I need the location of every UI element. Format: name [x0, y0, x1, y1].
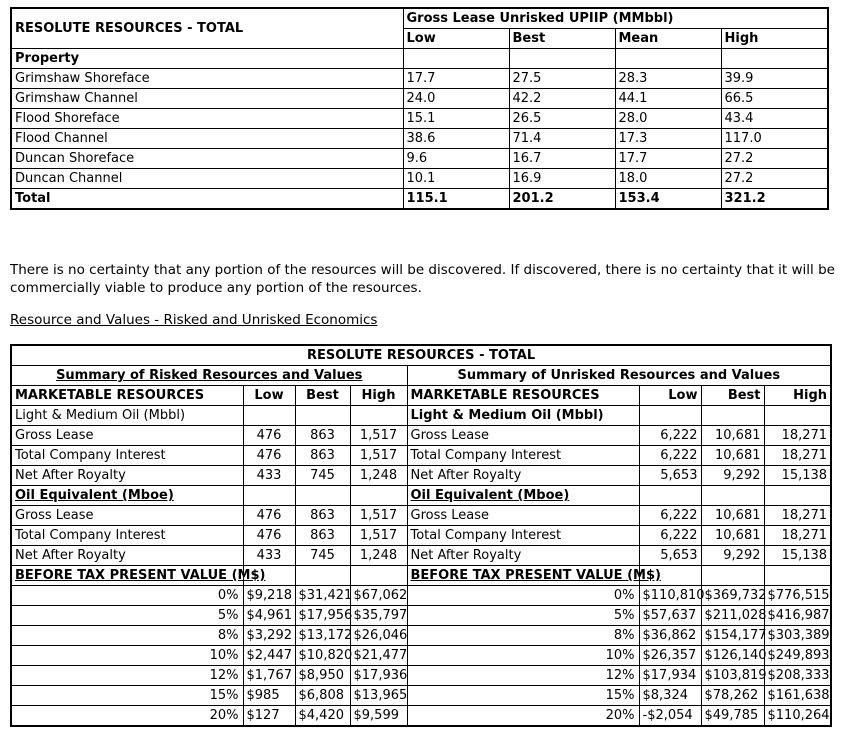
value-high: 18,271 [764, 446, 831, 466]
unrisked-boe-section-label [407, 486, 639, 506]
value-low: 476 [243, 446, 295, 466]
risked-col-best: Best [295, 386, 350, 406]
btpv-row [11, 706, 831, 727]
property-name: Grimshaw Shoreface [11, 69, 403, 89]
btpv-row [11, 586, 831, 606]
value-low: 9.6 [403, 149, 509, 169]
value-high: $21,477 [350, 646, 407, 666]
value-high: $35,797 [350, 606, 407, 626]
value-mean: 18.0 [615, 169, 721, 189]
value-high: 27.2 [721, 149, 828, 169]
empty-cell [243, 406, 295, 426]
value-best: 10,681 [701, 526, 764, 546]
table-row [11, 69, 828, 89]
value-best: 10,681 [701, 446, 764, 466]
row-label: Total Company Interest [407, 446, 639, 466]
value-mean: 28.3 [615, 69, 721, 89]
upiip-total-row [11, 189, 828, 210]
empty-cell [764, 486, 831, 506]
discount-rate: 20% [407, 706, 639, 727]
value-low: 15.1 [403, 109, 509, 129]
property-name: Flood Channel [11, 129, 403, 149]
btpv-row [11, 666, 831, 686]
table-row [11, 506, 831, 526]
value-best: $31,421 [295, 586, 350, 606]
discount-rate: 12% [11, 666, 243, 686]
value-best: $103,819 [701, 666, 764, 686]
table-row [11, 466, 831, 486]
empty-cell [403, 49, 509, 69]
value-low: 6,222 [639, 506, 701, 526]
property-name: Grimshaw Channel [11, 89, 403, 109]
discount-rate: 8% [11, 626, 243, 646]
empty-cell [509, 49, 615, 69]
value-high: 18,271 [764, 426, 831, 446]
empty-cell [350, 566, 407, 586]
value-high: $249,893 [764, 646, 831, 666]
value-high: 43.4 [721, 109, 828, 129]
value-best: 26.5 [509, 109, 615, 129]
empty-cell [639, 406, 701, 426]
unrisked-col-high: High [764, 386, 831, 406]
empty-cell [764, 566, 831, 586]
value-mean: 17.7 [615, 149, 721, 169]
value-best: $10,820 [295, 646, 350, 666]
discount-rate: 5% [407, 606, 639, 626]
discount-rate: 5% [11, 606, 243, 626]
row-label: Net After Royalty [407, 546, 639, 566]
total-high: 321.2 [721, 189, 828, 210]
value-mean: 44.1 [615, 89, 721, 109]
value-low: 24.0 [403, 89, 509, 109]
value-high: 18,271 [764, 506, 831, 526]
row-label: Net After Royalty [11, 466, 243, 486]
econ-summary-row [11, 366, 831, 386]
value-low: 476 [243, 426, 295, 446]
value-low: 5,653 [639, 546, 701, 566]
value-low: 476 [243, 526, 295, 546]
econ-table-title: RESOLUTE RESOURCES - TOTAL [11, 345, 831, 366]
empty-cell [639, 486, 701, 506]
unrisked-marketable-header: MARKETABLE RESOURCES [407, 386, 639, 406]
value-high: 18,271 [764, 526, 831, 546]
risked-boe-label: Oil Equivalent (Mboe) [15, 488, 174, 503]
row-label: Total Company Interest [11, 446, 243, 466]
discount-rate: 0% [407, 586, 639, 606]
value-best: $369,732 [701, 586, 764, 606]
value-low: 6,222 [639, 426, 701, 446]
unrisked-oil-section-label: Light & Medium Oil (Mbbl) [407, 406, 639, 426]
econ-title-row [11, 345, 831, 366]
value-low: -$2,054 [639, 706, 701, 727]
value-low: 5,653 [639, 466, 701, 486]
value-low: $127 [243, 706, 295, 727]
upiip-col-high: High [721, 29, 828, 49]
value-best: $17,956 [295, 606, 350, 626]
economics-table [10, 344, 832, 727]
table-row [11, 89, 828, 109]
discount-rate: 0% [11, 586, 243, 606]
value-low: $57,637 [639, 606, 701, 626]
value-low: 38.6 [403, 129, 509, 149]
empty-cell [295, 486, 350, 506]
total-best: 201.2 [509, 189, 615, 210]
unrisked-col-best: Best [701, 386, 764, 406]
value-mean: 17.3 [615, 129, 721, 149]
value-best: 42.2 [509, 89, 615, 109]
btpv-row [11, 646, 831, 666]
row-label: Gross Lease [11, 506, 243, 526]
total-mean: 153.4 [615, 189, 721, 210]
value-high: $13,965 [350, 686, 407, 706]
boe-section-row [11, 486, 831, 506]
property-name: Duncan Shoreface [11, 149, 403, 169]
value-best: $78,262 [701, 686, 764, 706]
value-low: $8,324 [639, 686, 701, 706]
value-best: $8,950 [295, 666, 350, 686]
btpv-row [11, 606, 831, 626]
upiip-property-header-row [11, 49, 828, 69]
discount-rate: 15% [407, 686, 639, 706]
discount-rate: 12% [407, 666, 639, 686]
empty-cell [243, 486, 295, 506]
row-label: Total Company Interest [407, 526, 639, 546]
value-best: 9,292 [701, 546, 764, 566]
value-high: $303,389 [764, 626, 831, 646]
value-low: $26,357 [639, 646, 701, 666]
discount-rate: 8% [407, 626, 639, 646]
value-high: 1,248 [350, 466, 407, 486]
value-best: 16.7 [509, 149, 615, 169]
row-label: Gross Lease [407, 506, 639, 526]
row-label: Net After Royalty [11, 546, 243, 566]
value-best: 863 [295, 446, 350, 466]
empty-cell [295, 566, 350, 586]
value-high: $208,333 [764, 666, 831, 686]
value-low: 476 [243, 506, 295, 526]
value-low: $1,767 [243, 666, 295, 686]
empty-cell [701, 406, 764, 426]
value-best: 863 [295, 526, 350, 546]
value-high: $110,264 [764, 706, 831, 727]
empty-cell [701, 486, 764, 506]
value-high: $26,046 [350, 626, 407, 646]
resource-values-link[interactable]: Resource and Values - Risked and Unrisked Economics [10, 312, 378, 328]
risked-btpv-section-label [11, 566, 266, 586]
value-high: 27.2 [721, 169, 828, 189]
value-low: 433 [243, 466, 295, 486]
value-best: $126,140 [701, 646, 764, 666]
row-label: Net After Royalty [407, 466, 639, 486]
value-best: 745 [295, 466, 350, 486]
table-row [11, 169, 828, 189]
total-label: Total [11, 189, 403, 210]
table-row [11, 149, 828, 169]
value-low: 10.1 [403, 169, 509, 189]
risked-oil-section-label: Light & Medium Oil (Mbbl) [11, 406, 243, 426]
value-best: 10,681 [701, 426, 764, 446]
value-high: 1,517 [350, 526, 407, 546]
risked-summary-header [11, 366, 407, 386]
discount-rate: 10% [407, 646, 639, 666]
empty-cell [295, 406, 350, 426]
row-label: Gross Lease [407, 426, 639, 446]
table-row [11, 446, 831, 466]
upiip-col-low: Low [403, 29, 509, 49]
value-high: 1,517 [350, 506, 407, 526]
value-low: $17,934 [639, 666, 701, 686]
value-high: 39.9 [721, 69, 828, 89]
value-high: 15,138 [764, 546, 831, 566]
row-label: Gross Lease [11, 426, 243, 446]
value-best: $13,172 [295, 626, 350, 646]
value-best: $154,177 [701, 626, 764, 646]
risked-marketable-header: MARKETABLE RESOURCES [11, 386, 243, 406]
value-best: 863 [295, 506, 350, 526]
discount-rate: 15% [11, 686, 243, 706]
value-high: $416,987 [764, 606, 831, 626]
value-low: 6,222 [639, 446, 701, 466]
unrisked-btpv-section-label [407, 566, 661, 586]
risked-btpv-label: BEFORE TAX PRESENT VALUE (M$) [15, 568, 266, 583]
value-best: $4,420 [295, 706, 350, 727]
discount-rate: 20% [11, 706, 243, 727]
row-label: Total Company Interest [11, 526, 243, 546]
upiip-header-row-1 [11, 8, 828, 29]
btpv-row [11, 626, 831, 646]
disclaimer-text: There is no certainty that any portion of the resources will be discovered. If discovered, there is no certainty that it will be commercially viable to produce any portion of the resources. [10, 262, 835, 296]
value-low: 433 [243, 546, 295, 566]
value-high: 1,248 [350, 546, 407, 566]
value-best: 27.5 [509, 69, 615, 89]
upiip-group-header: Gross Lease Unrisked UPIIP (MMbbl) [403, 8, 828, 29]
upiip-col-best: Best [509, 29, 615, 49]
value-best: 745 [295, 546, 350, 566]
empty-cell [615, 49, 721, 69]
risked-boe-section-label [11, 486, 243, 506]
value-low: 17.7 [403, 69, 509, 89]
empty-cell [350, 486, 407, 506]
discount-rate: 10% [11, 646, 243, 666]
property-name: Flood Shoreface [11, 109, 403, 129]
value-low: $2,447 [243, 646, 295, 666]
table-row [11, 129, 828, 149]
value-high: $161,638 [764, 686, 831, 706]
btpv-section-row [11, 566, 831, 586]
unrisked-summary-header: Summary of Unrisked Resources and Values [407, 366, 831, 386]
unrisked-btpv-label: BEFORE TAX PRESENT VALUE (M$) [410, 568, 661, 583]
empty-cell [764, 406, 831, 426]
value-best: 863 [295, 426, 350, 446]
risked-col-low: Low [243, 386, 295, 406]
total-low: 115.1 [403, 189, 509, 210]
value-high: 15,138 [764, 466, 831, 486]
empty-cell [701, 566, 764, 586]
empty-cell [721, 49, 828, 69]
value-low: $985 [243, 686, 295, 706]
table-row [11, 546, 831, 566]
risked-col-high: High [350, 386, 407, 406]
value-best: 16.9 [509, 169, 615, 189]
value-high: $17,936 [350, 666, 407, 686]
unrisked-boe-label: Oil Equivalent (Mboe) [410, 488, 570, 503]
value-low: $4,961 [243, 606, 295, 626]
property-header: Property [11, 49, 403, 69]
risked-summary-label: Summary of Risked Resources and Values [56, 368, 363, 383]
value-mean: 28.0 [615, 109, 721, 129]
value-low: $36,862 [639, 626, 701, 646]
value-best: 71.4 [509, 129, 615, 149]
value-high: 66.5 [721, 89, 828, 109]
value-low: $9,218 [243, 586, 295, 606]
value-high: $67,062 [350, 586, 407, 606]
value-best: 9,292 [701, 466, 764, 486]
table-row [11, 426, 831, 446]
econ-column-header-row [11, 386, 831, 406]
value-low: $3,292 [243, 626, 295, 646]
btpv-row [11, 686, 831, 706]
value-high: $9,599 [350, 706, 407, 727]
value-high: 1,517 [350, 446, 407, 466]
upiip-col-mean: Mean [615, 29, 721, 49]
unrisked-col-low: Low [639, 386, 701, 406]
value-high: 1,517 [350, 426, 407, 446]
value-low: 6,222 [639, 526, 701, 546]
value-best: 10,681 [701, 506, 764, 526]
table-row [11, 109, 828, 129]
value-low: $110,810 [639, 586, 701, 606]
value-high: $776,515 [764, 586, 831, 606]
value-best: $49,785 [701, 706, 764, 727]
value-best: $211,028 [701, 606, 764, 626]
oil-section-row [11, 406, 831, 426]
table-row [11, 526, 831, 546]
empty-cell [350, 406, 407, 426]
upiip-table [10, 7, 829, 210]
upiip-table-title: RESOLUTE RESOURCES - TOTAL [11, 8, 403, 49]
property-name: Duncan Channel [11, 169, 403, 189]
value-best: $6,808 [295, 686, 350, 706]
value-high: 117.0 [721, 129, 828, 149]
